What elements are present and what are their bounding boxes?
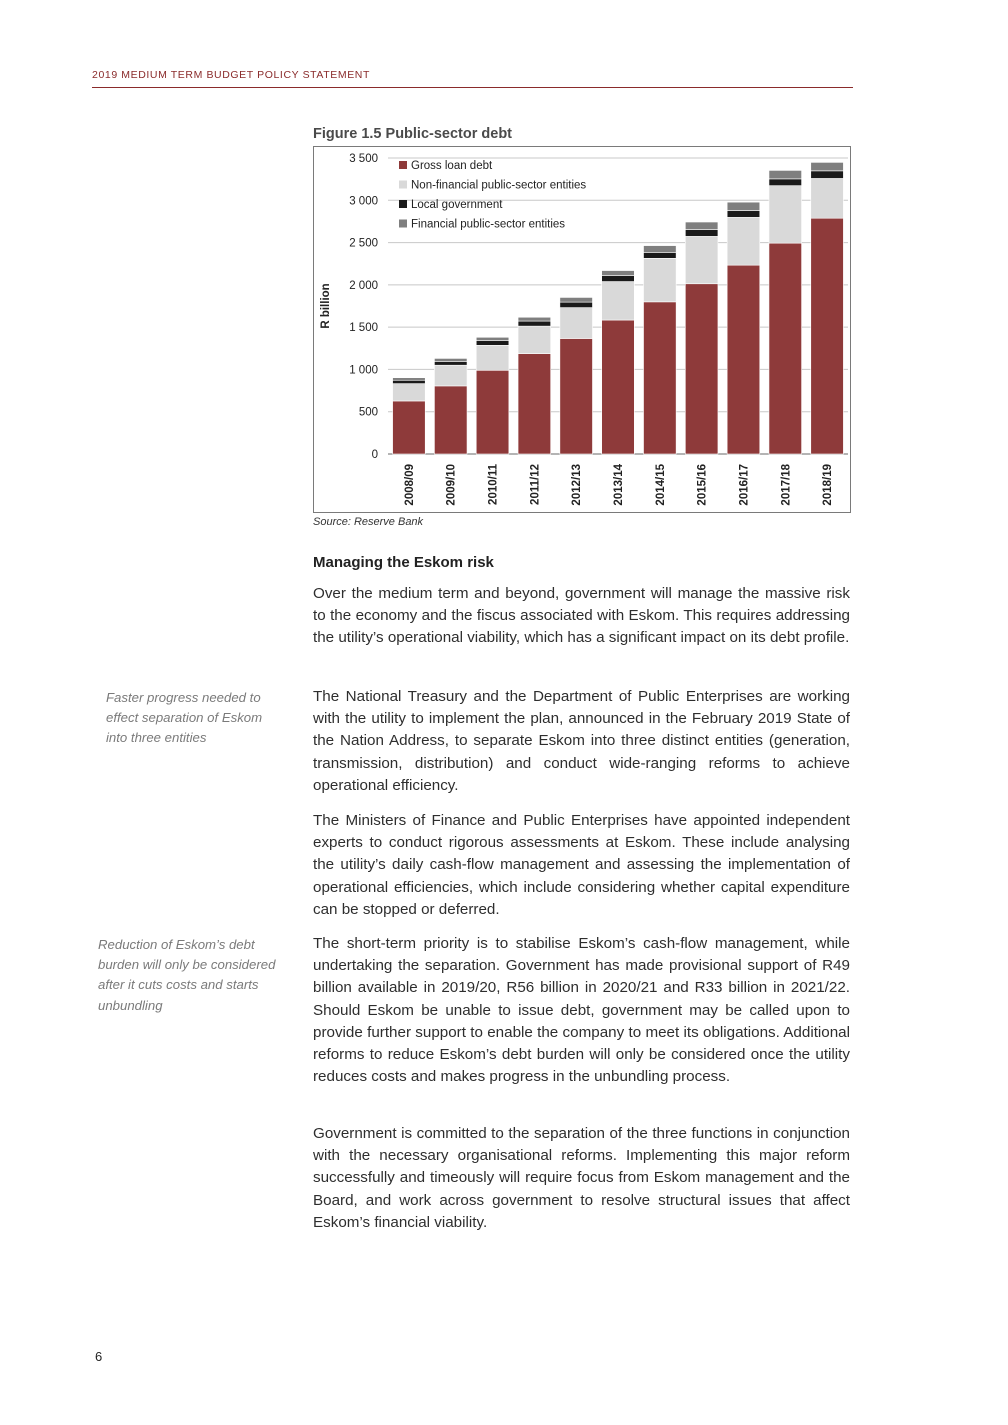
bar-segment-1 [811, 218, 844, 454]
y-tick-label: 3 500 [349, 153, 378, 165]
y-tick-label: 0 [371, 449, 378, 461]
y-tick-label: 1 000 [349, 364, 378, 377]
bar-segment-2 [518, 326, 551, 353]
figure-source: Source: Reserve Bank [313, 516, 424, 528]
paragraph-1: Over the medium term and beyond, government will manage the massive risk to the economy and the fiscus associated with Eskom. This requires addressing the utility’s operational viability, which has a significant impact on its debt profile. [313, 585, 850, 647]
x-tick-label: 2016/17 [738, 464, 751, 506]
bar-segment-1 [476, 370, 509, 454]
bar-segment-4 [602, 271, 635, 276]
bar-segment-4 [685, 222, 718, 230]
bar-segment-1 [602, 320, 635, 454]
y-tick-label: 2 000 [349, 279, 378, 292]
y-tick-label: 3 000 [349, 195, 378, 208]
paragraph-2: The National Treasury and the Department of Public Enterprises are working with the utility to implement the plan, announced in the February 2019 State of the Nation Address, to separate Eskom into three distinct entities (generation, transmission, distribution) and conduct wide-ranging reforms to achieve operational efficiency. [313, 688, 850, 794]
bar-segment-1 [769, 243, 802, 454]
bar-segment-1 [644, 302, 677, 454]
legend-label: Financial public-sector entities [411, 218, 566, 231]
paragraph-3: The Ministers of Finance and Public Enterprises have appointed independent experts to conduct rigorous assessments at Eskom. These include analysing the utility’s daily cash-flow management and assessing the implementation of operational efficiencies, which include considering whether capital expenditure can be stopped or deferred. [313, 812, 850, 918]
bar-segment-1 [434, 386, 467, 454]
bar-segment-1 [560, 338, 593, 454]
header-rule [92, 87, 853, 88]
stacked-bar-chart [314, 147, 850, 512]
bar-segment-3 [434, 361, 467, 365]
bar-segment-3 [769, 179, 802, 186]
bar-segment-1 [685, 284, 718, 454]
bar-segment-2 [644, 258, 677, 302]
bar-segment-4 [434, 358, 467, 361]
y-tick-label: 500 [358, 406, 378, 419]
bar-segment-3 [560, 302, 593, 307]
bar-segment-4 [518, 317, 551, 321]
x-tick-label: 2012/13 [571, 464, 584, 506]
bar-segment-2 [393, 384, 426, 401]
paragraph-4: The short-term priority is to stabilise Eskom’s cash-flow management, while undertaking the separation. Government has made provisional support of R49 billion available in 2019/20, R56 billion in 2020/21 and R33 billion in 2021/22. Should Eskom be unable to issue debt, government may be called upon to provide further support to enable the company to meet its obligations. Additional reforms to reduce Eskom’s debt burden will only be considered once the utility reduces costs and makes progress in the unbundling process. [313, 935, 850, 1086]
bar-segment-2 [685, 236, 718, 283]
y-axis-title: R billion [320, 283, 332, 329]
side-note-debt-burden: Reduction of Eskom’s debt burden will only be considered after it cuts costs and starts unbundling [98, 937, 276, 1013]
side-note-separation: Faster progress needed to effect separation of Eskom into three entities [106, 690, 263, 746]
legend-label: Gross loan debt [411, 160, 493, 172]
bar-segment-2 [769, 186, 802, 244]
x-tick-label: 2009/10 [445, 464, 458, 506]
bar-segment-2 [560, 308, 593, 339]
bar-segment-3 [476, 341, 509, 346]
bar-segment-4 [727, 202, 760, 210]
bar-segment-2 [811, 178, 844, 218]
bar-segment-3 [727, 211, 760, 218]
x-tick-label: 2008/09 [403, 464, 416, 506]
x-tick-label: 2010/11 [487, 464, 500, 505]
bar-segment-1 [393, 401, 426, 454]
x-tick-label: 2015/16 [696, 464, 709, 506]
bar-segment-4 [560, 297, 593, 302]
legend-label: Non-financial public-sector entities [411, 179, 587, 192]
chart-frame [313, 146, 851, 513]
bar-segment-3 [811, 171, 844, 179]
figure-caption: Figure 1.5 Public-sector debt [313, 126, 513, 142]
bar-segment-2 [602, 282, 635, 320]
x-tick-label: 2011/12 [529, 464, 542, 505]
bar-segment-4 [393, 378, 426, 381]
x-tick-label: 2018/19 [822, 464, 835, 506]
y-tick-label: 1 500 [349, 322, 378, 335]
legend-swatch [399, 220, 407, 228]
bar-segment-2 [434, 365, 467, 386]
bar-segment-1 [518, 354, 551, 454]
legend-swatch [399, 200, 407, 208]
bar-segment-1 [727, 265, 760, 454]
bar-segment-2 [476, 345, 509, 370]
bar-segment-3 [602, 276, 635, 282]
paragraph-5: Government is committed to the separation of the three functions in conjunction with the necessary organisational reforms. Implementing this major reform successfully and timeously will require focus from Eskom management and the Board, and work across government to resolve structural issues that affect Eskom’s financial viability. [313, 1125, 850, 1231]
bar-segment-4 [644, 246, 677, 253]
bar-segment-4 [811, 162, 844, 170]
legend-swatch [399, 181, 407, 189]
bar-segment-4 [769, 170, 802, 178]
x-tick-label: 2017/18 [780, 464, 793, 506]
y-tick-label: 2 500 [349, 237, 378, 250]
bar-segment-3 [644, 252, 677, 258]
section-heading: Managing the Eskom risk [313, 554, 494, 571]
bar-segment-3 [518, 321, 551, 326]
running-header: 2019 MEDIUM TERM BUDGET POLICY STATEMENT [92, 69, 370, 81]
bar-segment-3 [393, 380, 426, 383]
x-tick-label: 2014/15 [654, 464, 667, 506]
legend-label: Local government [411, 199, 503, 211]
page-number: 6 [95, 1349, 103, 1364]
bar-segment-2 [727, 217, 760, 265]
bar-segment-3 [685, 230, 718, 237]
bar-segment-4 [476, 337, 509, 340]
x-tick-label: 2013/14 [613, 464, 625, 506]
legend-swatch [399, 161, 407, 169]
